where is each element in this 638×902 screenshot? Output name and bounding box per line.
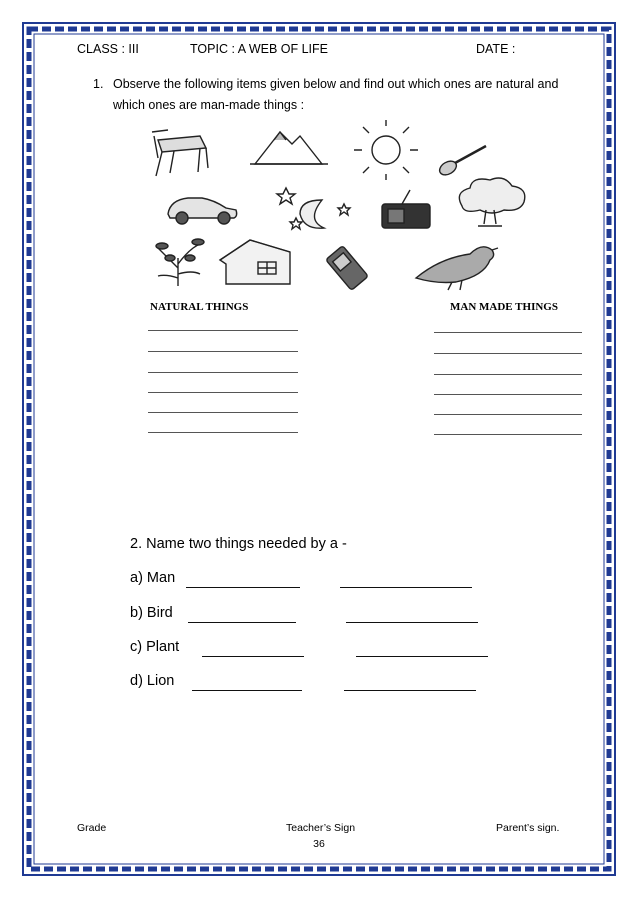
class-label: CLASS : III	[77, 42, 139, 56]
chair-picture	[152, 130, 208, 176]
bird-answer-blank-2[interactable]	[346, 622, 478, 623]
spoon-picture	[437, 146, 486, 178]
manmade-answer-line-5[interactable]	[434, 414, 582, 415]
lion-answer-blank-1[interactable]	[192, 690, 302, 691]
date-label: DATE :	[476, 42, 516, 56]
house-picture	[220, 240, 290, 284]
question-1	[93, 74, 563, 116]
item-lion-label: d) Lion	[130, 673, 175, 689]
moon-stars-picture	[277, 188, 350, 229]
plant-answer-blank-1[interactable]	[202, 656, 304, 657]
manmade-answer-line-4[interactable]	[434, 394, 582, 395]
question-1-text: Observe the following items given below and find out which ones are natural and which ones are man-made things :	[113, 77, 559, 112]
question-2-title: 2. Name two things needed by a -	[130, 536, 347, 552]
plant-answer-blank-2[interactable]	[356, 656, 488, 657]
man-answer-blank-2[interactable]	[340, 587, 472, 588]
natural-answer-line-5[interactable]	[148, 412, 298, 413]
manmade-answer-line-2[interactable]	[434, 353, 582, 354]
tree-picture	[459, 178, 524, 226]
manmade-answer-line-6[interactable]	[434, 434, 582, 435]
plant-picture	[156, 239, 204, 286]
natural-things-heading: NATURAL THINGS	[150, 301, 249, 313]
bird-picture	[416, 247, 498, 290]
teacher-sign-label: Teacher’s Sign	[286, 822, 356, 834]
topic-label: TOPIC : A WEB OF LIFE	[190, 42, 328, 56]
natural-answer-line-2[interactable]	[148, 351, 298, 352]
natural-answer-line-6[interactable]	[148, 432, 298, 433]
parent-sign-label: Parent’s sign.	[496, 822, 560, 834]
lion-answer-blank-2[interactable]	[344, 690, 476, 691]
car-picture	[168, 198, 237, 224]
item-man-label: a) Man	[130, 570, 176, 586]
natural-answer-line-3[interactable]	[148, 372, 298, 373]
item-plant-label: c) Plant	[130, 639, 180, 655]
bird-answer-blank-1[interactable]	[188, 622, 296, 623]
natural-answer-line-1[interactable]	[148, 330, 298, 331]
item-bird-label: b) Bird	[130, 605, 173, 621]
mountain-picture	[250, 132, 328, 164]
mobile-phone-picture	[326, 246, 369, 291]
manmade-answer-line-1[interactable]	[434, 332, 582, 333]
question-1-number: 1.	[93, 77, 104, 91]
page-number: 36	[313, 838, 325, 850]
manmade-answer-line-3[interactable]	[434, 374, 582, 375]
man-answer-blank-1[interactable]	[186, 587, 300, 588]
man-made-things-heading: MAN MADE THINGS	[450, 301, 558, 313]
radio-picture	[382, 190, 430, 228]
sun-picture	[354, 120, 418, 180]
grade-label: Grade	[77, 822, 107, 834]
natural-answer-line-4[interactable]	[148, 392, 298, 393]
picture-grid	[140, 118, 600, 418]
